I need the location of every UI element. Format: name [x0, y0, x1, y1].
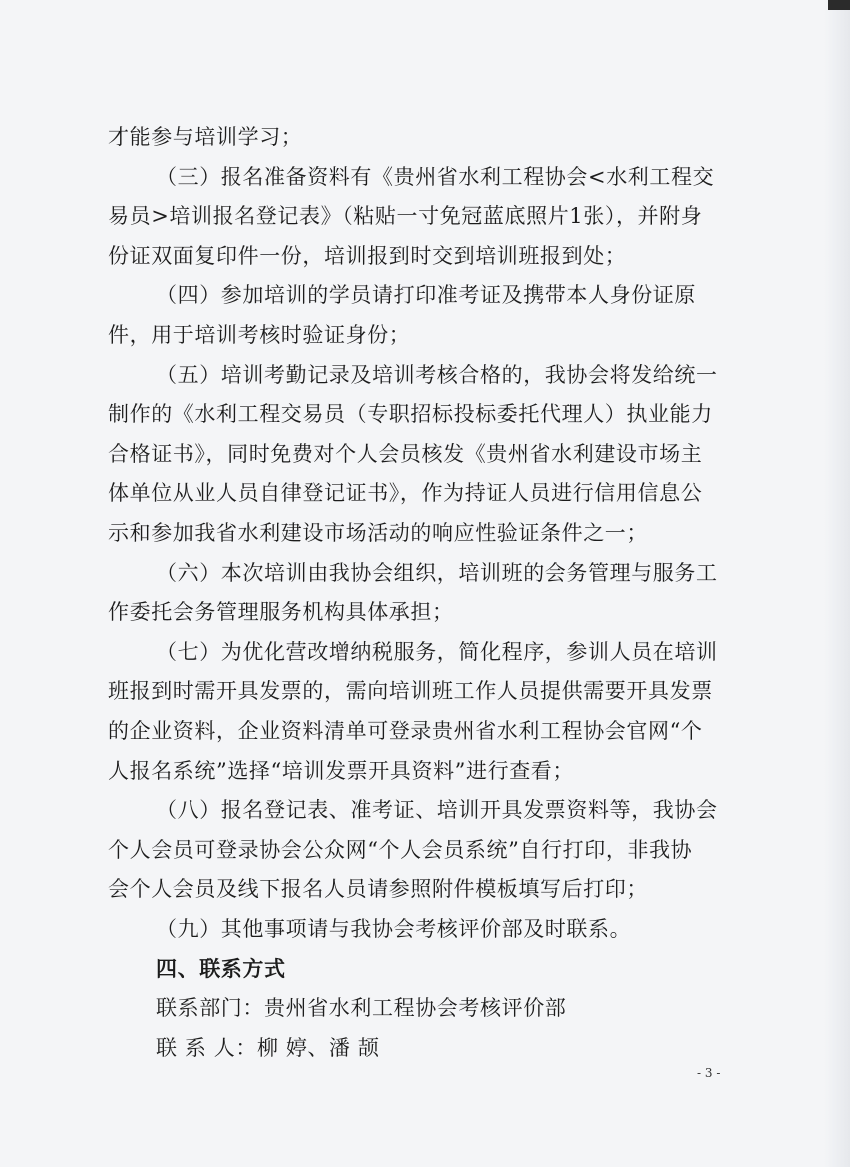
paragraph-4-line: 件，用于培训考核时验证身份； — [108, 322, 411, 347]
scan-corner-mark — [828, 0, 850, 10]
text-line: 才能参与培训学习； — [108, 125, 303, 149]
paragraph-5-line: 合格证书》，同时免费对个人会员核发《贵州省水利建设市场主 — [108, 441, 703, 466]
paragraph-3-line: 易员>培训报名登记表》（粘贴一寸免冠蓝底照片1张），并附身 — [108, 204, 703, 229]
paragraph-4-line: （四）参加培训的学员请打印准考证及携带本人身份证原 — [156, 283, 696, 308]
paragraph-5-line: （五）培训考勤记录及培训考核合格的，我协会将发给统一 — [156, 362, 718, 387]
paragraph-8-line: （八）报名登记表、准考证、培训开具发票资料等，我协会 — [156, 798, 718, 823]
document-body — [108, 118, 728, 1068]
paragraph-3-line: 份证双面复印件一份，培训报到时交到培训班报到处； — [108, 243, 627, 268]
contact-person: 联 系 人：柳 婷、潘 颉 — [156, 1035, 380, 1060]
paragraph-7-line: 的企业资料，企业资料清单可登录贵州省水利工程协会官网“个 — [108, 718, 703, 743]
paragraph-9-line: （九）其他事项请与我协会考核评价部及时联系。 — [156, 916, 632, 941]
paragraph-5-line: 示和参加我省水利建设市场活动的响应性验证条件之一； — [108, 520, 648, 545]
scan-edge — [824, 0, 850, 1167]
section-heading-contact: 四、联系方式 — [156, 956, 286, 982]
paragraph-5-line: 体单位从业人员自律登记证书》，作为持证人员进行信用信息公 — [108, 481, 703, 506]
paragraph-7-line: 班报到时需开具发票的，需向培训班工作人员提供需要开具发票 — [108, 679, 713, 704]
paragraph-8-line: 个人会员可登录协会公众网“个人会员系统”自行打印，非我协 — [108, 837, 693, 862]
paragraph-8-line: 会个人会员及线下报名人员请参照附件模板填写后打印； — [108, 877, 648, 902]
paragraph-6-line: （六）本次培训由我协会组织，培训班的会务管理与服务工 — [156, 560, 718, 585]
paragraph-7-line: 人报名系统”选择“培训发票开具资料”进行查看； — [108, 758, 575, 783]
paragraph-6-line: 作委托会务管理服务机构具体承担； — [108, 600, 454, 625]
paragraph-3-line: （三）报名准备资料有《贵州省水利工程协会<水利工程交 — [156, 164, 715, 189]
contact-department: 联系部门：贵州省水利工程协会考核评价部 — [156, 996, 567, 1021]
paragraph-7-line: （七）为优化营改增纳税服务，简化程序，参训人员在培训 — [156, 639, 718, 664]
paragraph-5-line: 制作的《水利工程交易员（专职招标投标委托代理人）执业能力 — [108, 402, 713, 427]
page-number: - 3 - — [697, 1066, 721, 1080]
